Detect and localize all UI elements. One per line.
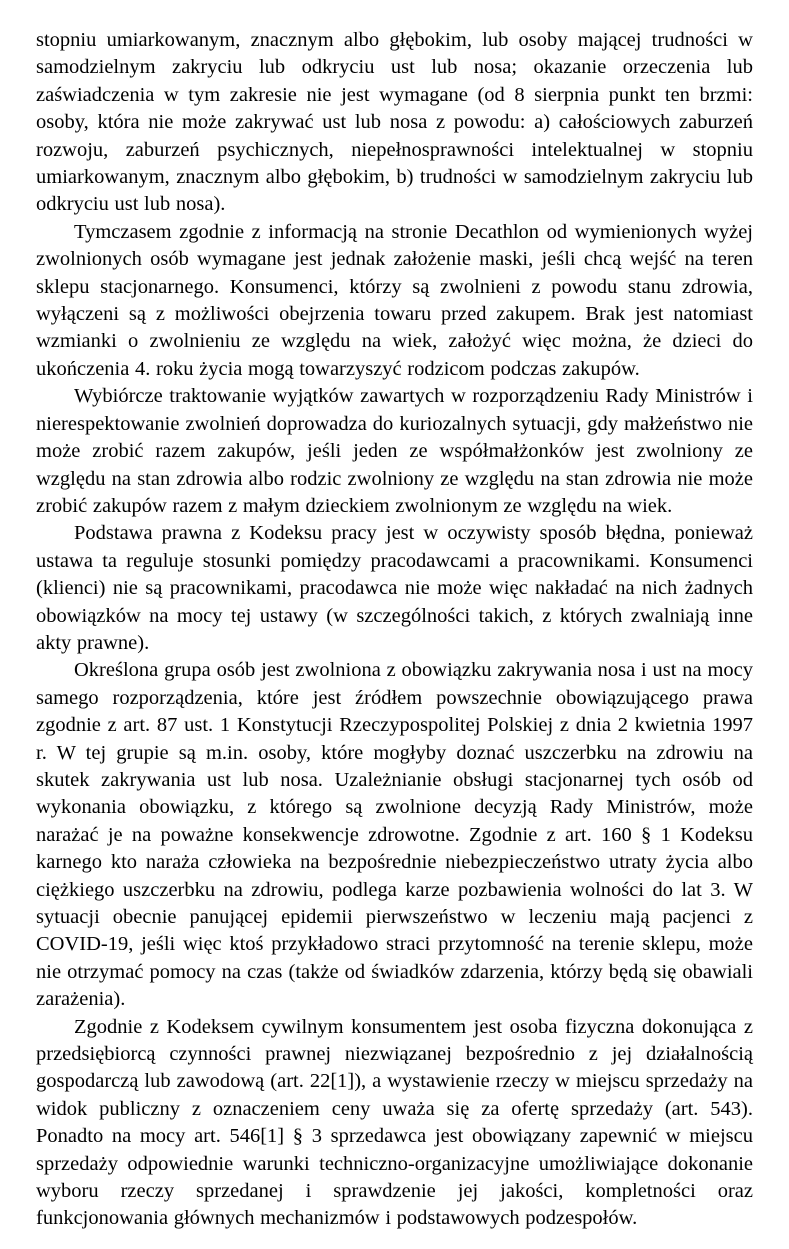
paragraph: Tymczasem zgodnie z informacją na stronie Decathlon od wymienionych wyżej zwolnionych osób wymagane jest jednak założenie maski, jeśli chcą wejść na teren sklepu stacjonarnego. Konsumenci, którzy są zwolnieni z powodu stanu zdrowia, wyłączeni są z możliwości obejrzenia towaru przed zakupem. Brak jest natomiast wzmianki o zwolnieniu ze względu na wiek, założyć więc można, że dzieci do ukończenia 4. roku życia mogą towarzyszyć rodzicom podczas zakupów.	[36, 220, 753, 380]
paragraph: Podstawa prawna z Kodeksu pracy jest w oczywisty sposób błędna, ponieważ ustawa ta reguluje stosunki pomiędzy pracodawcami a pracownikami. Konsumenci (klienci) nie są pracownikami, pracodawca nie może więc nakładać na nich żadnych obowiązków na mocy tej ustawy (w szczególności takich, z których zwalniają inne akty prawne).	[36, 522, 753, 654]
paragraph: Określona grupa osób jest zwolniona z obowiązku zakrywania nosa i ust na mocy samego rozporządzenia, które jest źródłem powszechnie obowiązującego prawa zgodnie z art. 87 ust. 1 Konstytucji Rzeczypospolitej Polskiej z dnia 2 kwietnia 1997 r. W tej grupie są m.in. osoby, które mogłyby doznać uszczerbku na zdrowiu na skutek zakrywania ust lub nosa. Uzależnianie obsługi stacjonarnej tych osób od wykonania obowiązku, z którego są zwolnione decyzją Rady Ministrów, może narażać je na poważne konsekwencje zdrowotne. Zgodnie z art. 160 § 1 Kodeksu karnego kto naraża człowieka na bezpośrednie niebezpieczeństwo utraty życia albo ciężkiego uszczerbku na zdrowiu, podlega karze pozbawienia wolności do lat 3. W sytuacji obecnie panującej epidemii pierwszeństwo w leczeniu mają pacjenci z COVID-19, jeśli więc ktoś przykładowo straci przytomność na terenie sklepu, może nie otrzymać pomocy na czas (także od świadków zdarzenia, którzy będą się obawiali zarażenia).	[36, 659, 753, 1011]
paragraph: Zgodnie z Kodeksem cywilnym konsumentem jest osoba fizyczna dokonująca z przedsiębiorcą czynności prawnej niezwiązanej bezpośrednio z jej działalnością gospodarczą lub zawodową (art. 22[1]), a wystawienie rzeczy w miejscu sprzedaży na widok publiczny z oznaczeniem ceny uważa się za ofertę sprzedaży (art. 543). Ponadto na mocy art. 546[1] § 3 sprzedawca jest obowiązany zapewnić w miejscu sprzedaży odpowiednie warunki techniczno-organizacyjne umożliwiające dokonanie wyboru rzeczy sprzedanej i sprawdzenie jej jakości, kompletności oraz funkcjonowania głównych mechanizmów i podstawowych podzespołów.	[36, 1015, 753, 1230]
paragraph-continuation: stopniu umiarkowanym, znacznym albo głębokim, lub osoby mającej trudności w samodzielnym zakryciu lub odkryciu ust lub nosa; okazanie orzeczenia lub zaświadczenia w tym zakresie nie jest wymagane (od 8 sierpnia punkt ten brzmi: osoby, która nie może zakrywać ust lub nosa z powodu: a) całościowych zaburzeń rozwoju, zaburzeń psychicznych, niepełnosprawności intelektualnej w stopniu umiarkowanym, znacznym albo głębokim, b) trudności w samodzielnym zakryciu lub odkryciu ust lub nosa).	[36, 29, 753, 216]
paragraph: Wybiórcze traktowanie wyjątków zawartych w rozporządzeniu Rady Ministrów i nierespektowanie zwolnień doprowadza do kuriozalnych sytuacji, gdy małżeństwo nie może zrobić razem zakupów, jeśli jeden ze współmałżonków jest zwolniony ze względu na stan zdrowia albo rodzic zwolniony ze względu na stan zdrowia nie może zrobić zakupów razem z małym dzieckiem zwolnionym ze względu na wiek.	[36, 385, 753, 517]
